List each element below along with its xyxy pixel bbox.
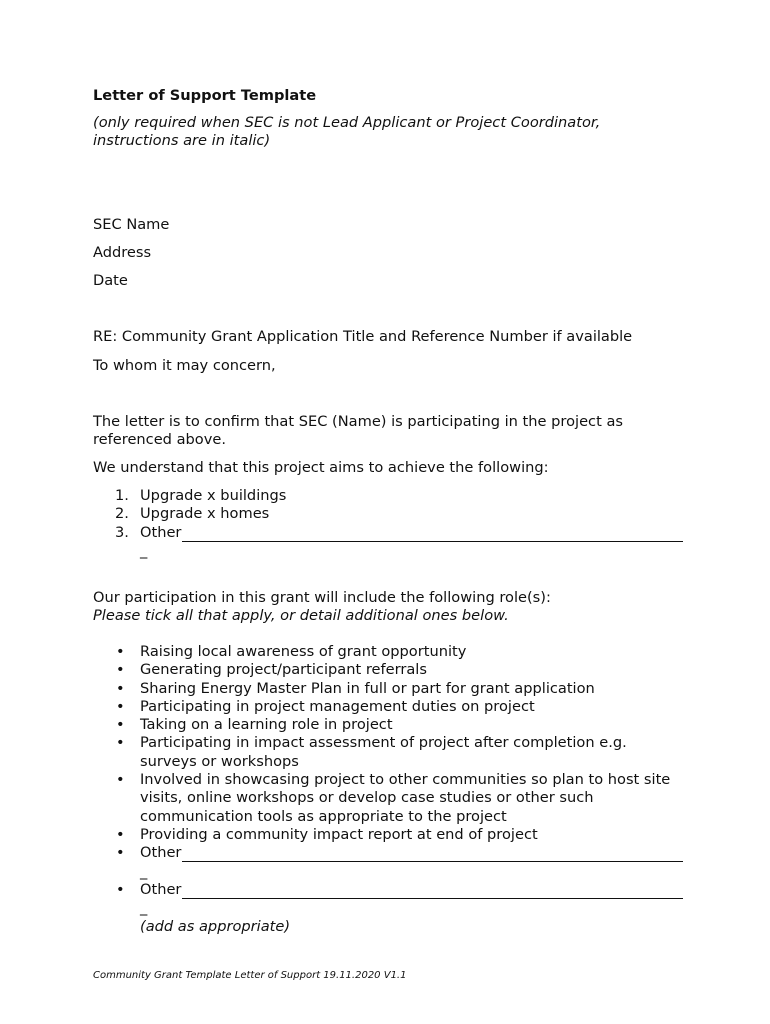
list-item — [93, 524, 683, 561]
confirm-paragraph: The letter is to confirm that SEC (Name) is participating in the project as referenced above. — [93, 413, 623, 449]
bullet: • — [116, 697, 125, 715]
list-item — [93, 680, 683, 698]
list-item-text: Participating in project management duties on project — [140, 697, 535, 715]
list-item-text: Upgrade x buildings — [140, 487, 287, 504]
list-item-text: Other — [140, 880, 182, 898]
list-item-text: Involved in showcasing project to other communities so plan to host site visits, online workshops or develop case studies or other such communication tools as appropriate to the project — [140, 771, 671, 825]
salutation: To whom it may concern, — [93, 357, 276, 374]
list-item — [93, 505, 683, 523]
list-item — [93, 881, 683, 918]
list-number: 2. — [115, 505, 129, 523]
roles-intro: Our participation in this grant will include the following role(s): — [93, 589, 551, 606]
list-item-text: Sharing Energy Master Plan in full or part for grant application — [140, 679, 595, 697]
fill-in-trail: _ — [140, 541, 148, 559]
list-item-text: Upgrade x homes — [140, 505, 270, 523]
list-item-text: Participating in impact assessment of project after completion e.g. surveys or workshops — [140, 734, 627, 770]
list-item — [93, 698, 683, 716]
fill-in-trail: _ — [140, 899, 148, 917]
bullet: • — [116, 844, 125, 862]
bullet: • — [116, 771, 125, 789]
list-number: 3. — [115, 523, 129, 541]
roles-list — [93, 643, 683, 917]
list-item-text: Other — [140, 844, 182, 862]
aims-list — [93, 487, 683, 560]
bullet: • — [116, 825, 125, 843]
fill-in-trail: _ — [140, 862, 148, 880]
list-item-text: Generating project/participant referrals — [140, 661, 427, 679]
list-item — [93, 643, 683, 661]
letter-date: Date — [93, 272, 128, 289]
list-item-text: Raising local awareness of grant opportunity — [140, 643, 467, 660]
fill-in-line — [182, 524, 683, 542]
list-item — [93, 661, 683, 679]
list-item — [93, 716, 683, 734]
document-subtitle: (only required when SEC is not Lead Applicant or Project Coordinator, instructions are in italic) — [93, 114, 601, 150]
re-line: RE: Community Grant Application Title and Reference Number if available — [93, 328, 633, 345]
bullet: • — [116, 661, 125, 679]
list-item-text: Other — [140, 523, 182, 541]
list-item-text: Providing a community impact report at end of project — [140, 825, 538, 843]
fill-in-line — [182, 844, 683, 862]
bullet: • — [116, 643, 125, 660]
list-item — [93, 826, 683, 844]
document-title: Letter of Support Template — [93, 87, 317, 104]
list-item — [93, 487, 683, 505]
add-note: (add as appropriate) — [140, 918, 291, 935]
bullet: • — [116, 679, 125, 697]
roles-instruction: Please tick all that apply, or detail additional ones below. — [93, 607, 509, 624]
bullet: • — [116, 880, 125, 898]
list-item — [93, 771, 683, 826]
fill-in-line — [182, 881, 683, 899]
list-number: 1. — [115, 487, 129, 504]
sec-name: SEC Name — [93, 216, 170, 233]
list-item — [93, 844, 683, 881]
aims-intro: We understand that this project aims to achieve the following: — [93, 459, 549, 476]
sec-address: Address — [93, 244, 152, 261]
bullet: • — [116, 716, 125, 734]
page-footer: Community Grant Template Letter of Support 19.11.2020 V1.1 — [93, 970, 407, 981]
bullet: • — [116, 734, 125, 752]
list-item-text: Taking on a learning role in project — [140, 716, 393, 734]
list-item — [93, 734, 683, 771]
